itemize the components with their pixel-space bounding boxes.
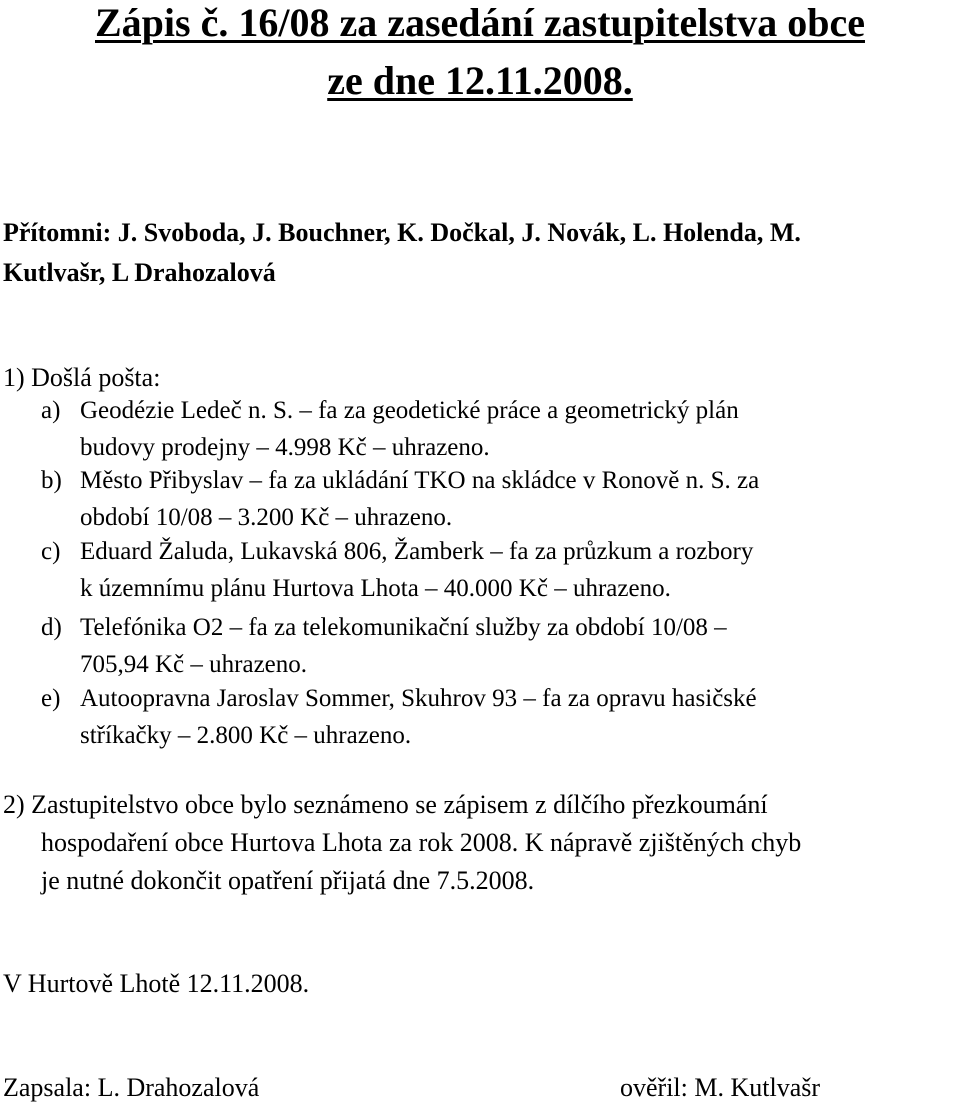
title-line-2: ze dne 12.11.2008. <box>327 58 633 103</box>
mail-item <box>41 683 757 749</box>
mail-item-text-line-2: stříkačky – 2.800 Kč – uhrazeno. <box>80 722 412 749</box>
mail-item-text-line-2: k územnímu plánu Hurtova Lhota – 40.000 Kč – uhrazeno. <box>80 575 671 602</box>
attendees-line-1: Přítomni: J. Svoboda, J. Bouchner, K. Dočkal, J. Novák, L. Holenda, M. <box>3 218 801 247</box>
mail-item-text-line-1: Autoopravna Jaroslav Sommer, Skuhrov 93 – fa za opravu hasičské <box>80 685 757 712</box>
mail-item <box>41 395 739 461</box>
mail-item-text-line-1: Telefónika O2 – fa za telekomunikační služby za období 10/08 – <box>80 614 727 641</box>
section-1-heading: 1) Došlá pošta: <box>3 363 161 392</box>
title-line-1: Zápis č. 16/08 za zasedání zastupitelstva obce <box>95 0 865 45</box>
mail-item-text-line-2: období 10/08 – 3.200 Kč – uhrazeno. <box>80 504 453 531</box>
recorded-by: Zapsala: L. Drahozalová <box>3 1073 260 1102</box>
mail-item-text-line-2: 705,94 Kč – uhrazeno. <box>80 651 308 678</box>
attendees-line-2: Kutlvašr, L Drahozalová <box>3 258 276 287</box>
mail-item-text-line-2: budovy prodejny – 4.998 Kč – uhrazeno. <box>80 434 490 461</box>
section-2-line-3: je nutné dokončit opatření přijatá dne 7.5.2008. <box>41 866 535 895</box>
mail-item-marker: c) <box>41 538 61 565</box>
mail-item <box>41 536 754 602</box>
place-and-date: V Hurtově Lhotě 12.11.2008. <box>3 969 310 998</box>
mail-item-text-line-1: Eduard Žaluda, Lukavská 806, Žamberk – fa za průzkum a rozbory <box>80 538 754 565</box>
mail-item-text-line-1: Geodézie Ledeč n. S. – fa za geodetické práce a geometrický plán <box>80 397 739 424</box>
mail-item-marker: b) <box>41 467 62 494</box>
mail-item-text-line-1: Město Přibyslav – fa za ukládání TKO na skládce v Ronově n. S. za <box>80 467 760 494</box>
mail-item-marker: a) <box>41 397 61 424</box>
section-2-line-1: 2) Zastupitelstvo obce bylo seznámeno se zápisem z dílčího přezkoumání <box>3 790 768 819</box>
verified-by: ověřil: M. Kutlvašr <box>620 1073 821 1102</box>
mail-item-marker: e) <box>41 685 61 712</box>
mail-item <box>41 612 727 678</box>
mail-item <box>41 465 760 531</box>
section-2-line-2: hospodaření obce Hurtova Lhota za rok 2008. K nápravě zjištěných chyb <box>41 828 802 857</box>
mail-item-marker: d) <box>41 614 62 641</box>
